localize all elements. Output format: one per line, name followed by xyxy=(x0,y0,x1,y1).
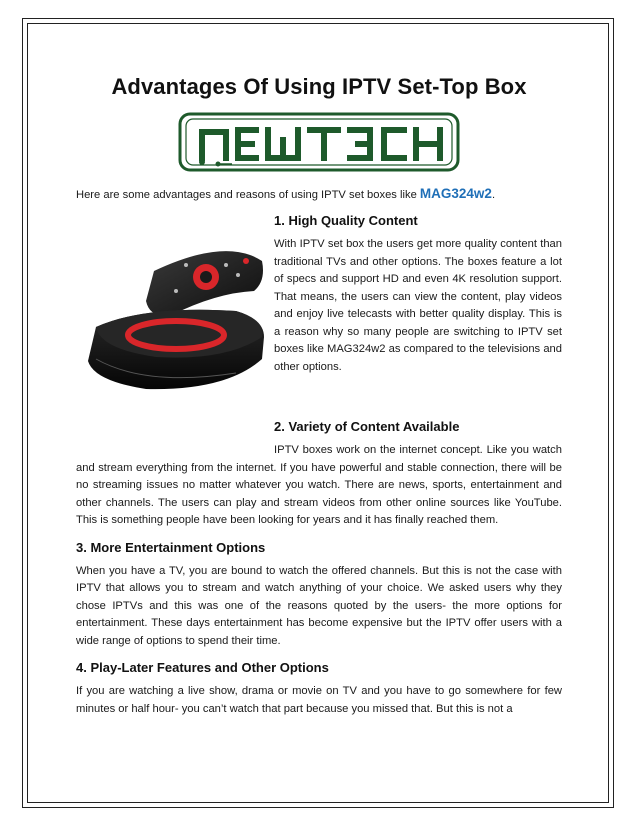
section-4-heading: 4. Play-Later Features and Other Options xyxy=(76,660,329,675)
section-1-body: With IPTV set box the users get more quality content than traditional TVs and other options. The boxes feature a lot of specs and support HD and even 4K resolution support. That means, the users can view the content, play videos and enjoy live telecasts with better quality display. This is a reason why so many people are switching to IPTV set boxes like MAG324w2 as compared to the televisions and other options. xyxy=(274,238,562,373)
page-title: Advantages Of Using IPTV Set-Top Box xyxy=(111,74,527,99)
mag324w2-link[interactable]: MAG324w2 xyxy=(419,186,492,201)
section-2-heading: 2. Variety of Content Available xyxy=(274,419,460,434)
section-1-heading: 1. High Quality Content xyxy=(274,213,418,228)
section-3-heading: 3. More Entertainment Options xyxy=(76,539,266,555)
section-1 xyxy=(274,213,562,376)
section-3-body: When you have a TV, you are bound to watch the offered channels. But this is not the case with IPTV that allows you to stream and watch anything of your choice. We asked users why they chose IPTVs and this was one of the reasons quoted by the users- the more options for entertainment. These days entertainment has become expensive but the IPTV offer users with a wide range of options to spend their time. xyxy=(76,564,562,647)
section-2-body: IPTV boxes work on the internet concept. Like you watch and stream everything from the internet. If you have powerful and stable connection, there will be no streaming issues no matter whatever you watch. There are news, sports, entertainment and other channels. The users can play and stream videos from other online sources like YouTube. This is something people have been looking for years and it has finally reached them. xyxy=(76,444,562,526)
intro-end: . xyxy=(491,189,496,201)
section-4 xyxy=(76,660,562,718)
section-3 xyxy=(76,540,562,651)
section-2 xyxy=(76,419,562,530)
section-1-row xyxy=(76,213,562,413)
newtech-logo xyxy=(76,112,562,174)
iptv-box-remote-image xyxy=(76,241,266,401)
intro-text: Here are some advantages and reasons of using IPTV set boxes like xyxy=(76,189,420,201)
intro-paragraph xyxy=(76,186,562,203)
document-body xyxy=(76,74,562,718)
logo-graphic xyxy=(178,112,460,174)
section-4-body: If you are watching a live show, drama or movie on TV and you have to go somewhere for few minutes or half hour- you can’t watch that part because you missed that. But this is not a xyxy=(76,685,562,715)
